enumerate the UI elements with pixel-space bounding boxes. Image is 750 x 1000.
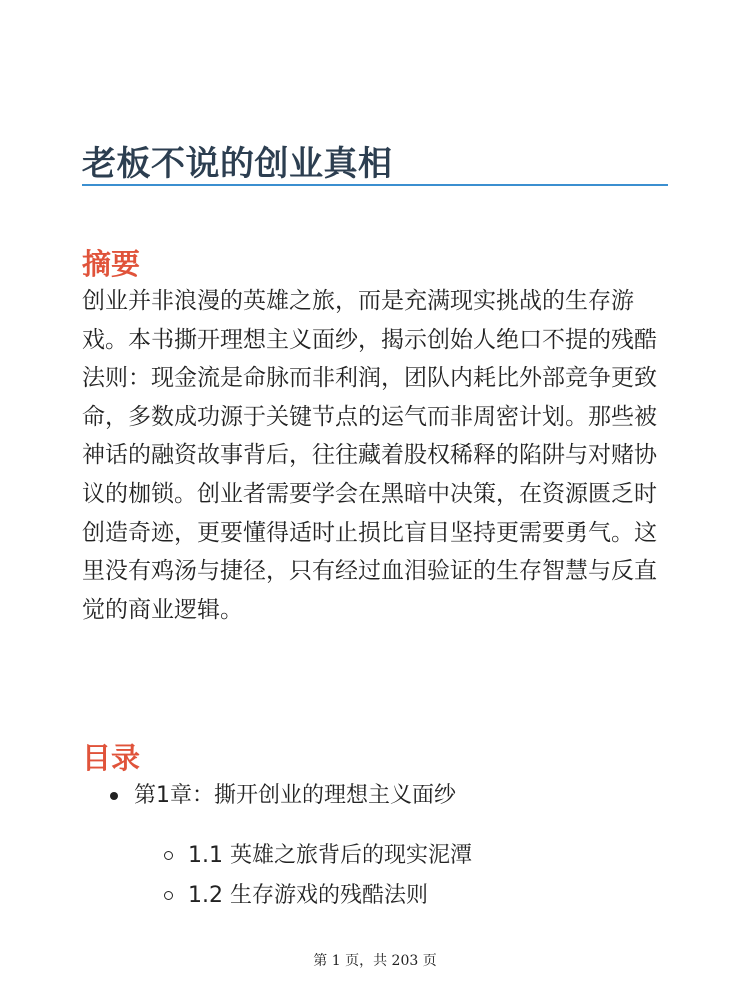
- toc-sublist: [82, 836, 668, 916]
- bullet-disc-icon: [110, 792, 118, 800]
- toc-list: [82, 778, 668, 916]
- toc-section-1-1[interactable]: [82, 836, 668, 876]
- toc-chapter-1-sections: [82, 836, 668, 916]
- bullet-circle-icon: [164, 891, 173, 900]
- toc-section-label[interactable]: 1.2 生存游戏的残酷法则: [188, 883, 428, 908]
- bullet-circle-icon: [164, 851, 173, 860]
- document-title: 老板不说的创业真相: [82, 143, 393, 184]
- toc-heading: 目录: [82, 741, 141, 776]
- toc-chapter-label[interactable]: 第1章：撕开创业的理想主义面纱: [134, 783, 456, 808]
- title-divider: [82, 184, 668, 186]
- summary-heading: 摘要: [82, 247, 141, 282]
- toc-section-1-2[interactable]: [82, 876, 668, 916]
- toc-chapter-1[interactable]: [82, 778, 668, 814]
- summary-text: 创业并非浪漫的英雄之旅，而是充满现实挑战的生存游戏。本书撕开理想主义面纱，揭示创始人绝口不提的残酷法则：现金流是命脉而非利润，团队内耗比外部竞争更致命，多数成功源于关键节点的运气而非周密计划。那些被神话的融资故事背后，往往藏着股权稀释的陷阱与对赌协议的枷锁。创业者需要学会在黑暗中决策，在资源匮乏时创造奇迹，更要懂得适时止损比盲目坚持更需要勇气。这里没有鸡汤与捷径，只有经过血泪验证的生存智慧与反直觉的商业逻辑。: [82, 288, 657, 623]
- page-footer: 第 1 页，共 203 页: [313, 953, 437, 969]
- toc-section-label[interactable]: 1.1 英雄之旅背后的现实泥潭: [188, 843, 472, 868]
